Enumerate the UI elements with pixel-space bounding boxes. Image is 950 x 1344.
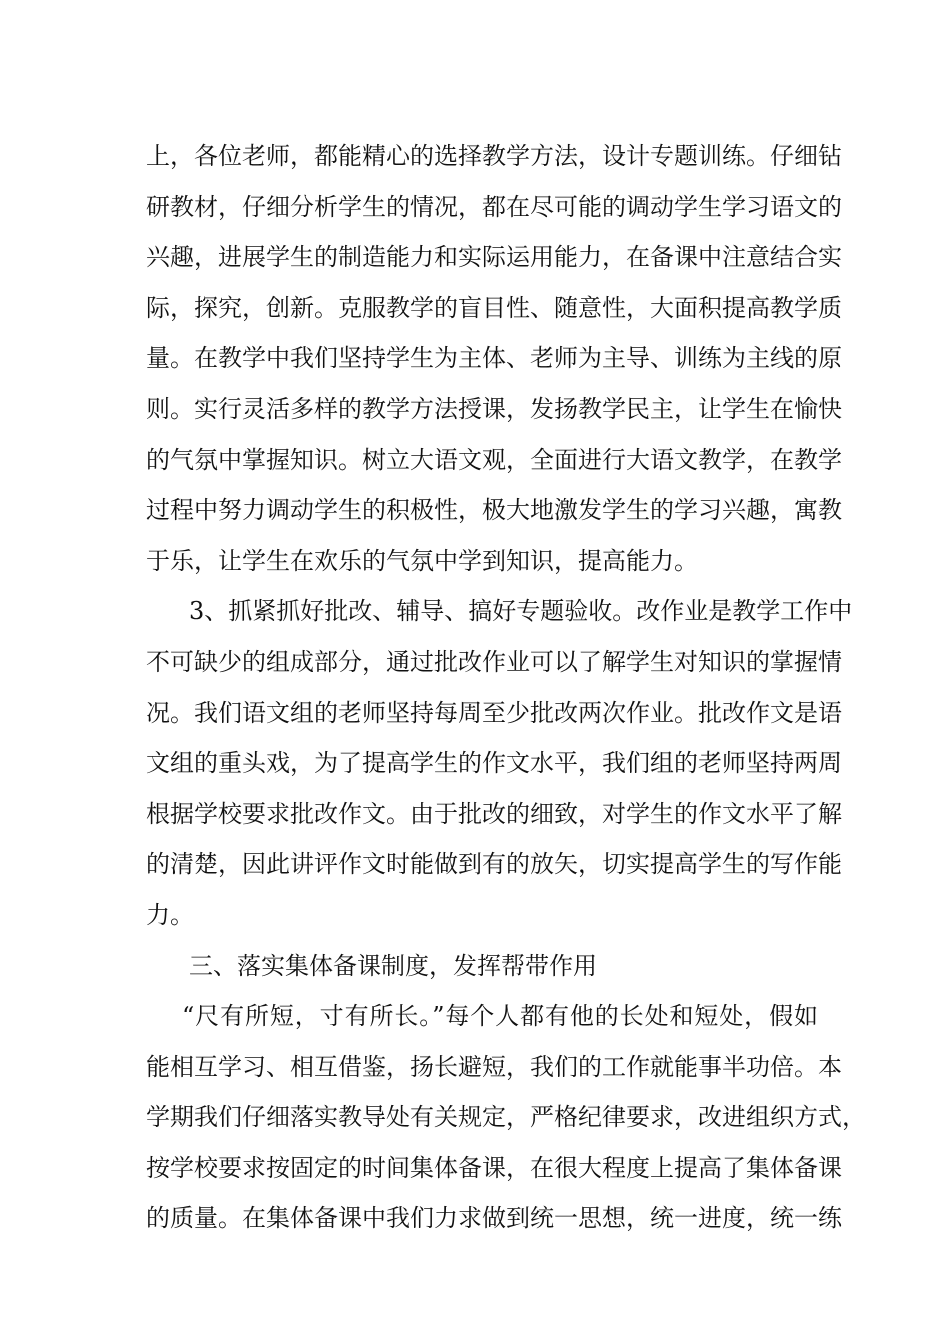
text-line: 的质量。在集体备课中我们力求做到统一思想，统一进度，统一练 <box>146 1204 842 1233</box>
text-line: 兴趣，进展学生的制造能力和实际运用能力，在备课中注意结合实 <box>146 243 842 272</box>
section-heading: 三、落实集体备课制度，发挥帮带作用 <box>189 951 597 980</box>
text-line: 能相互学习、相互借鉴，扬长避短，我们的工作就能事半功倍。本 <box>146 1052 842 1081</box>
text-line: 学期我们仔细落实教导处有关规定，严格纪律要求，改进组织方式， <box>146 1103 866 1132</box>
text-line: 3、抓紧抓好批改、辅导、搞好专题验收。改作业是教学工作中 <box>189 597 853 626</box>
text-line: 根据学校要求批改作文。由于批改的细致，对学生的作文水平了解 <box>146 799 842 828</box>
text-line: “尺有所短，寸有所长。”每个人都有他的长处和短处，假如 <box>182 1002 818 1031</box>
text-line: 上，各位老师，都能精心的选择教学方法，设计专题训练。仔细钻 <box>146 142 842 170</box>
text-line: 力。 <box>146 900 194 929</box>
text-line: 于乐，让学生在欢乐的气氛中学到知识，提高能力。 <box>146 546 698 575</box>
text-line: 不可缺少的组成部分，通过批改作业可以了解学生对知识的掌握情 <box>146 647 842 676</box>
text-line: 研教材，仔细分析学生的情况，都在尽可能的调动学生学习语文的 <box>146 192 842 221</box>
text-line: 况。我们语文组的老师坚持每周至少批改两次作业。批改作文是语 <box>146 698 842 727</box>
text-line: 的气氛中掌握知识。树立大语文观，全面进行大语文教学，在教学 <box>146 445 842 474</box>
text-line: 的清楚，因此讲评作文时能做到有的放矢，切实提高学生的写作能 <box>146 850 842 879</box>
text-line: 际，探究，创新。克服教学的盲目性、随意性，大面积提高教学质 <box>146 293 842 322</box>
text-line: 按学校要求按固定的时间集体备课，在很大程度上提高了集体备课 <box>146 1153 842 1182</box>
text-line: 过程中努力调动学生的积极性，极大地激发学生的学习兴趣，寓教 <box>146 496 842 525</box>
text-line: 文组的重头戏，为了提高学生的作文水平，我们组的老师坚持两周 <box>146 749 842 778</box>
text-line: 则。实行灵活多样的教学方法授课，发扬教学民主，让学生在愉快 <box>146 394 842 423</box>
body-text <box>146 131 866 1244</box>
text-line: 量。在教学中我们坚持学生为主体、老师为主导、训练为主线的原 <box>146 344 842 373</box>
